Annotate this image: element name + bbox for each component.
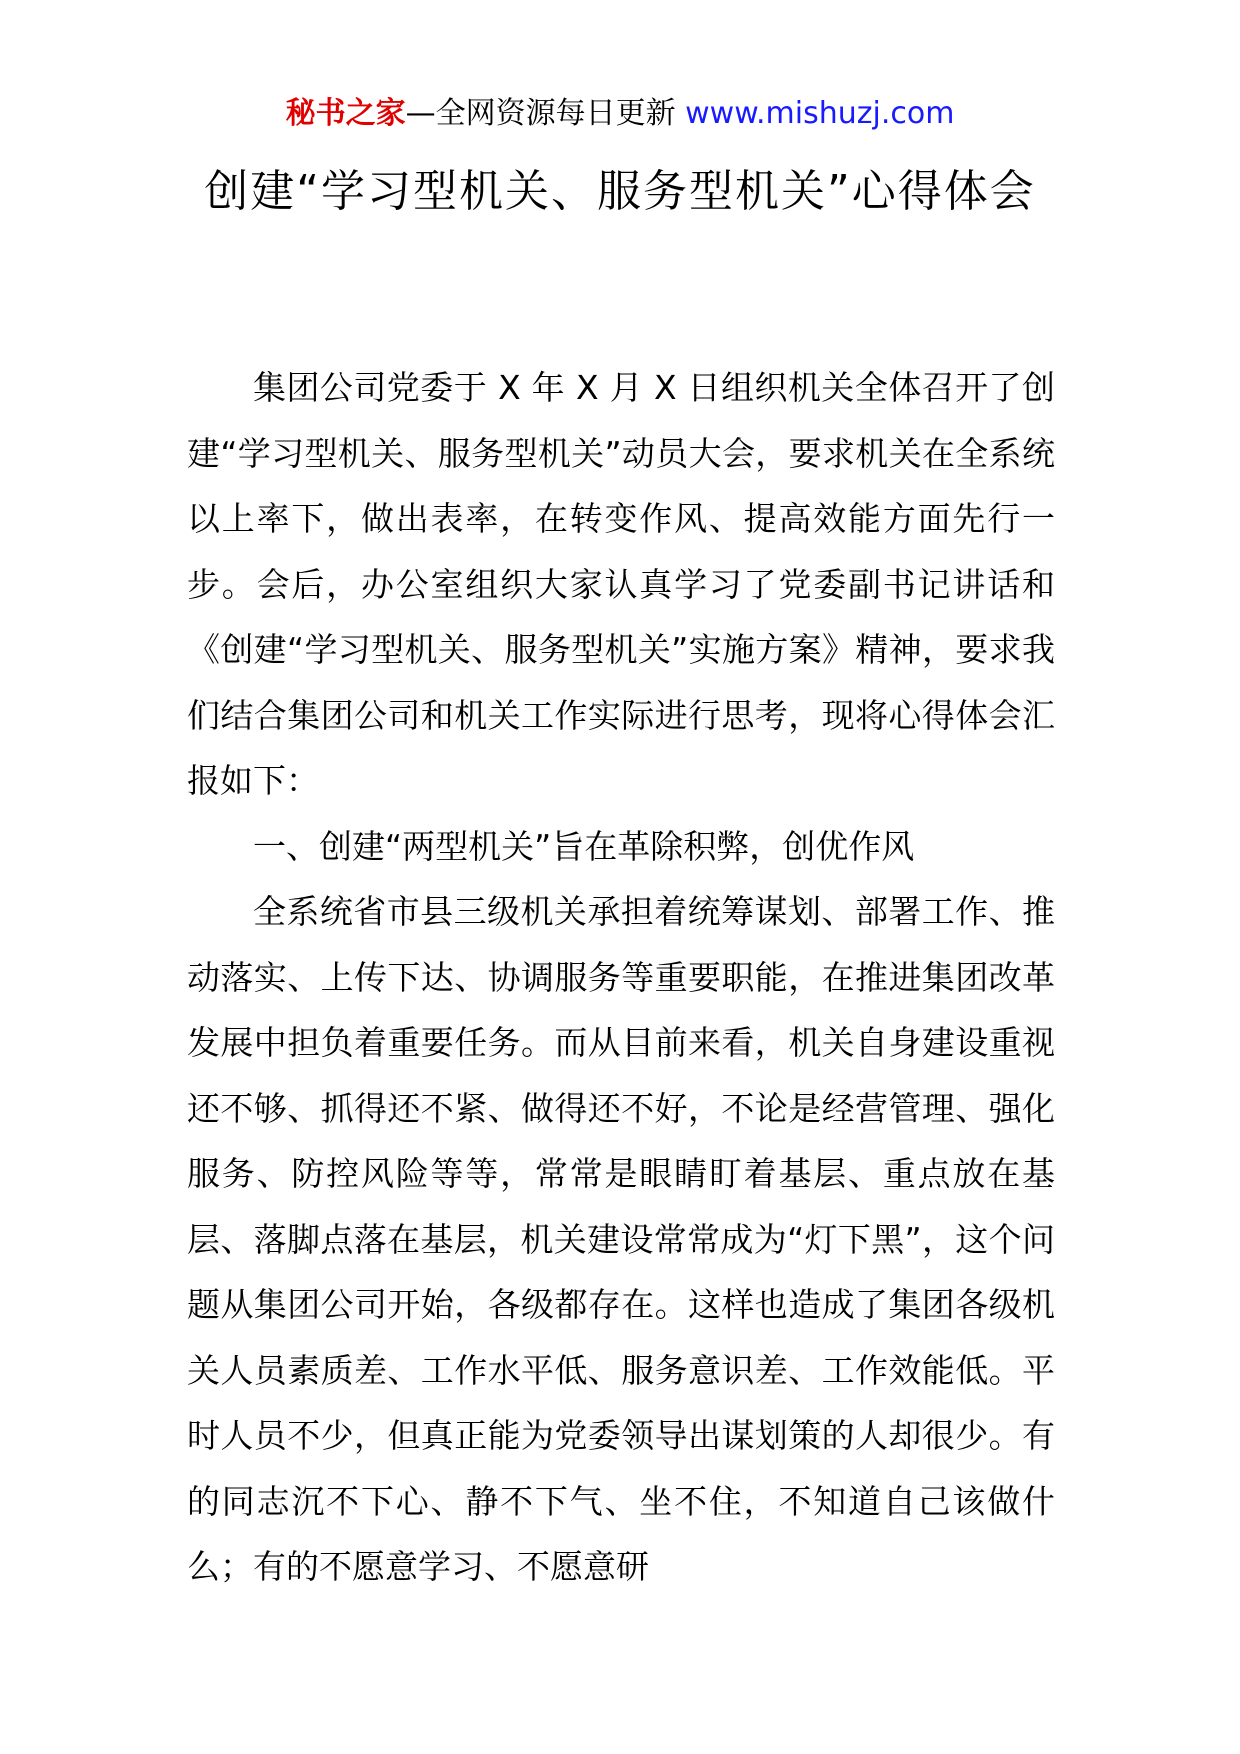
document-body: [187, 355, 1055, 1600]
site-header: [0, 94, 1240, 134]
section-heading: 一、创建“两型机关”旨在革除积弊，创优作风: [253, 826, 915, 866]
site-tagline: —全网资源每日更新: [405, 96, 676, 131]
document-title: 创建“学习型机关、服务型机关”心得体会: [204, 166, 1036, 217]
brand-name: 秘书之家: [285, 96, 406, 131]
intro-paragraph: 集团公司党委于 X 年 X 月 X 日组织机关全体召开了创建“学习型机关、服务型机关”动员大会，要求机关在全系统以上率下，做出表率，在转变作风、提高效能方面先行一步。会后，办公室组织大家认真学习了党委副书记讲话和《创建“学习型机关、服务型机关”实施方案》精神，要求我们结合集团公司和机关工作实际进行思考，现将心得体会汇报如下：: [187, 368, 1055, 800]
section-paragraph: 全系统省市县三级机关承担着统筹谋划、部署工作、推动落实、上传下达、协调服务等重要职能，在推进集团改革发展中担负着重要任务。而从目前来看，机关自身建设重视还不够、抓得还不紧、做得还不好，不论是经营管理、强化服务、防控风险等等，常常是眼睛盯着基层、重点放在基层、落脚点落在基层，机关建设常常成为“灯下黑”，这个问题从集团公司开始，各级都存在。这样也造成了集团各级机关人员素质差、工作水平低、服务意识差、工作效能低。平时人员不少，但真正能为党委领导出谋划策的人却很少。有的同志沉不下心、静不下气、坐不住，不知道自己该做什么；有的不愿意学习、不愿意研: [187, 892, 1055, 1586]
site-url-link[interactable]: www.mishuzj.com: [685, 96, 955, 131]
